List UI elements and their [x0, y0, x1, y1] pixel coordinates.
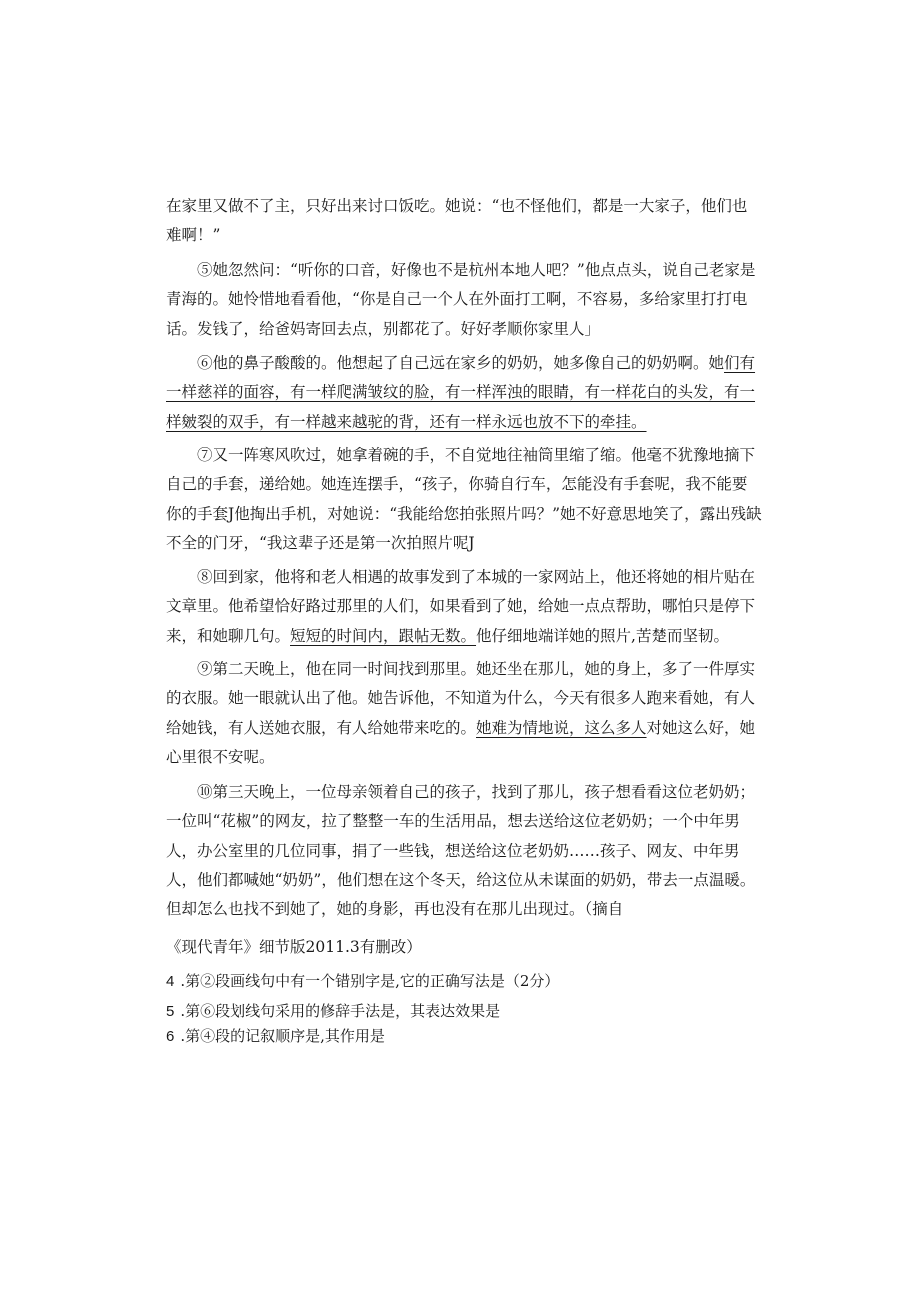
underlined-sentence-p8: 短短的时间内，跟帖无数。	[290, 626, 477, 645]
paragraph-8: ⑧回到家，他将和老人相遇的故事发到了本城的一家网站上，他还将她的相片贴在文章里。他希望恰好路过那里的人们，如果看到了她，给她一点点帮助，哪怕只是停下来，和她聊几句。短短的时间内，跟帖无数。他仔细地端详她的照片,苦楚而坚韧。	[166, 568, 756, 645]
question-6: 6 .第④段的记叙顺序是,其作用是	[166, 1027, 385, 1045]
paragraph-10: ⑩第三天晚上，一位母亲领着自己的孩子，找到了那儿，孩子想看看这位老奶奶；一位叫“花椒”的网友，拉了整整一车的生活用品，想去送给这位老奶奶；一个中年男人，办公室里的几位同事，捐了一些钱，想送给这位老奶奶……孩子、网友、中年男人，他们都喊她“奶奶”，他们想在这个冬天，给这位从未谋面的奶奶，带去一点温暖。但却怎么也找不到她了，她的身影，再也没有在那儿出现过。（摘自	[166, 783, 756, 919]
underlined-sentence-p9: 她难为情地说，这么多人	[476, 718, 647, 737]
underlined-sentence-p6: 们有一样慈祥的面容，有一样爬满皱纹的脸，有一样浑浊的眼睛，有一样花白的头发，有一样皴裂的双手，有一样越来越驼的背，还有一样永远也放不下的牵挂。	[166, 354, 756, 431]
source-citation: 《现代青年》细节版2011.3有删改）	[166, 938, 422, 956]
paragraph-5: ⑤她忽然问：“听你的口音，好像也不是杭州本地人吧？”他点点头，说自己老家是青海的。她怜惜地看看他，“你是自己一个人在外面打工啊，不容易，多给家里打打电话。发钱了，给爸妈寄回去点，别都花了。好好孝顺你家里人」	[166, 261, 756, 338]
question-5: 5 .第⑥段划线句采用的修辞手法是，其表达效果是	[166, 1002, 501, 1020]
paragraph-6: ⑥他的鼻子酸酸的。他想起了自己远在家乡的奶奶，她多像自己的奶奶啊。她们有一样慈祥的面容，有一样爬满皱纹的脸，有一样浑浊的眼睛，有一样花白的头发，有一样皴裂的双手，有一样越来越驼的背，还有一样永远也放不下的牵挂。	[166, 354, 756, 431]
paragraph-4-continuation: 在家里又做不了主，只好出来讨口饭吃。她说：“也不怪他们，都是一大家子，他们也难啊！”	[166, 197, 748, 245]
paragraph-7: ⑦又一阵寒风吹过，她拿着碗的手，不自觉地往袖筒里缩了缩。他毫不犹豫地摘下自己的手套，递给她。她连连摆手，“孩子，你骑自行车，怎能没有手套呢，我不能要你的手套J他掏出手机，对她说：“我能给您拍张照片吗？”她不好意思地笑了，露出残缺不全的门牙，“我这辈子还是第一次拍照片呢J	[166, 446, 762, 552]
question-4: 4 .第②段画线句中有一个错别字是,它的正确写法是（2分）	[166, 972, 560, 990]
paragraph-9: ⑨第二天晚上，他在同一时间找到那里。她还坐在那儿，她的身上，多了一件厚实的衣服。她一眼就认出了他。她告诉他，不知道为什么，今天有很多人跑来看她，有人给她钱，有人送她衣服，有人给她带来吃的。她难为情地说，这么多人对她这么好，她心里很不安呢。	[166, 660, 756, 766]
